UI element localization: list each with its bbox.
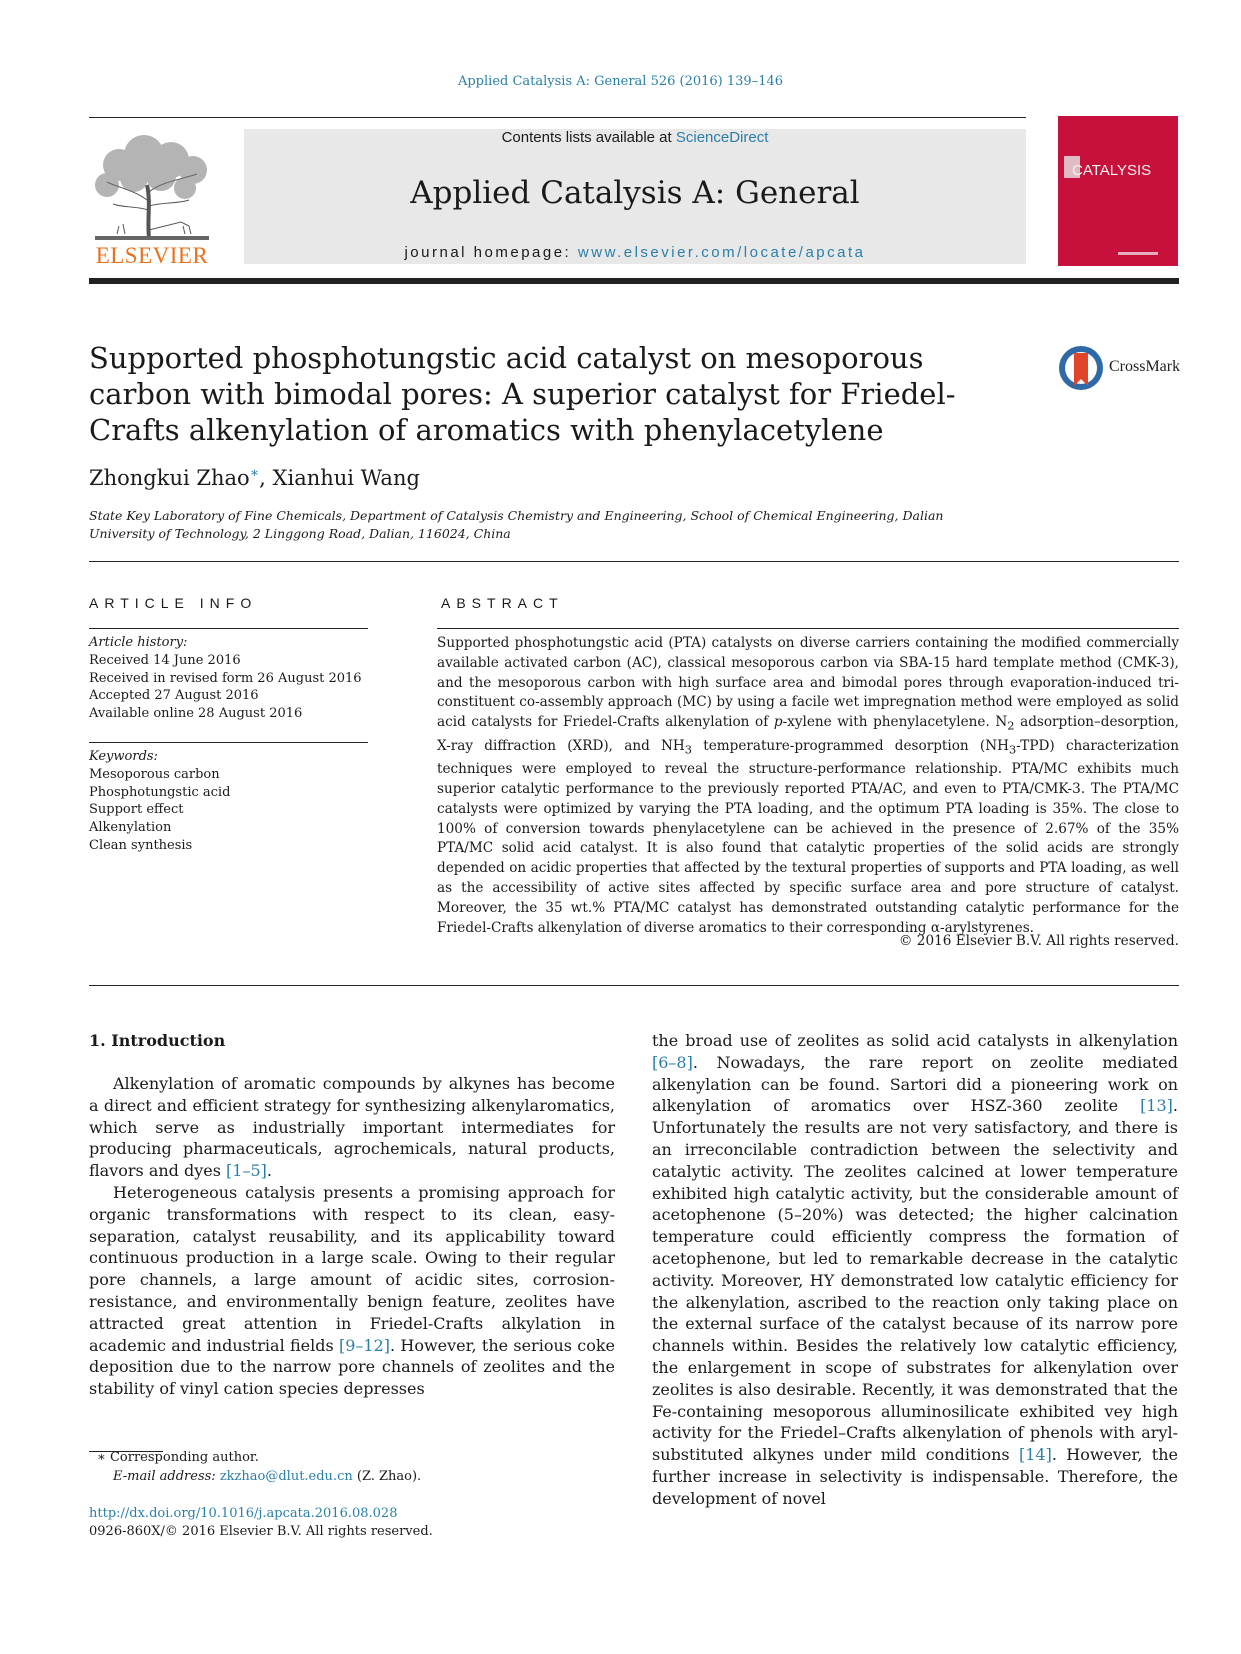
abstract-heading: ABSTRACT [441, 595, 564, 611]
history-item: Received in revised form 26 August 2016 [89, 670, 362, 686]
divider [89, 985, 1179, 986]
divider [89, 628, 368, 629]
abstract-text: -TPD) characterization techniques were employed to reveal the structure-performance relationship. PTA/MC exhibits much superior catalytic performance to the previously reported PTA/AC, and even to PTA/CMK-3. The PTA/MC catalysts were optimized by varying the PTA loading, and the optimum PTA loading is 35%. The close to 100% of conversion towards phenylacetylene can be achieved in the presence of 2.67% of the 35% PTA/MC solid acid catalyst. It is also found that catalytic properties of the solid acids are strongly depended on acidic properties that affected by the textural properties of supports and PTA loading, as well as the accessibility of active sites affected by specific surface area and pore structure of catalyst. Moreover, the 35 wt.% PTA/MC catalyst has demonstrated outstanding catalytic performance for the Friedel-Crafts alkenylation of diverse aromatics to their corresponding α-arylstyrenes. [437, 737, 1179, 936]
author-line [89, 465, 420, 490]
header-thick-rule [89, 278, 1179, 284]
author-affiliation: State Key Laboratory of Fine Chemicals, Department of Catalysis Chemistry and Engineering, School of Chemical Engineering, Dalian University of Technology, 2 Linggong Road, Dalian, 116024, China [89, 508, 944, 541]
citation-link[interactable]: [13] [1140, 1096, 1173, 1116]
journal-name: Applied Catalysis A: General [410, 175, 860, 211]
body-text: Alkenylation of aromatic compounds by alkynes has become a direct and efficient strategy for synthesizing alkenylaromatics, which serve as industrially important intermediates for producing pharmaceuticals, agrochemicals, natural products, flavors and dyes [89, 1074, 615, 1181]
divider [89, 742, 368, 743]
keywords-list [89, 748, 369, 855]
keywords-label: Keywords: [89, 749, 158, 764]
history-item: Received 14 June 2016 [89, 652, 241, 668]
abstract-subscript: 2 [1007, 718, 1015, 733]
body-paragraph [89, 1073, 615, 1182]
body-paragraph [89, 1182, 615, 1400]
author-name: Zhongkui Zhao [89, 466, 250, 490]
contents-prefix: Contents lists available at [501, 129, 676, 146]
email-footnote [113, 1469, 421, 1484]
article-title: Supported phosphotungstic acid catalyst on mesoporous carbon with bimodal pores: A superior catalyst for Friedel-Crafts alkenylation of aromatics with phenylacetylene [89, 341, 956, 447]
abstract-text: adsorption–desorption, X-ray diffraction (XRD), and NH [437, 714, 1179, 754]
body-text: Heterogeneous catalysis presents a promising approach for organic transformations with respect to its clean, easy-separation, catalyst reusability, and its applicability toward continuous production in a large scale. Owing to their regular pore channels, a large amount of acidic sites, corrosion-resistance, and environmentally benign feature, zeolites have attracted great attention in Friedel-Crafts alkylation in academic and industrial fields [89, 1182, 615, 1355]
abstract-text: -xylene with phenylacetylene. N [782, 714, 1008, 731]
contents-line [244, 129, 1026, 146]
article-info-heading: ARTICLE INFO [89, 595, 258, 611]
history-label: Article history: [89, 635, 188, 650]
abstract-subscript: 3 [684, 742, 692, 757]
abstract-body [437, 634, 1179, 938]
header-top-rule [89, 117, 1026, 118]
keyword-item: Phosphotungstic acid [89, 784, 231, 800]
email-label: E-mail address: [113, 1469, 220, 1484]
cover-title: CATALYSIS [1072, 162, 1152, 179]
footnote-mark: ∗ [97, 1450, 106, 1465]
body-text: . Nowadays, the rare report on zeolite mediated alkenylation can be found. Sartori did a pioneering work on alkenylation of aromatics over HSZ-360 zeolite [652, 1052, 1178, 1116]
journal-homepage-link[interactable]: www.elsevier.com/locate/apcata [577, 244, 866, 261]
crossmark-label: CrossMark [1109, 358, 1181, 375]
divider [437, 628, 1179, 629]
body-paragraph [652, 1030, 1178, 1510]
abstract-subscript: 3 [1008, 742, 1017, 757]
article-history [89, 634, 369, 723]
author-name: , Xianhui Wang [259, 466, 420, 490]
email-link[interactable]: zkzhao@dlut.edu.cn [219, 1469, 353, 1484]
body-text: . [266, 1161, 272, 1181]
crossmark-badge[interactable] [1057, 344, 1187, 396]
journal-cover-art-icon [1058, 116, 1178, 266]
history-item: Available online 28 August 2016 [89, 706, 303, 722]
body-text: . Unfortunately the results are not very satisfactory, and there is an irreconcilable contradiction between the selectivity and catalytic activity. The zeolites calcined at lower temperature exhibited high catalytic activity, but the considerable amount of acetophenone (5–20%) was detected; the higher calcination temperature could efficiently compress the formation of acetophenone, but led to remarkable decrease in the catalytic activity. Moreover, HY demonstrated low catalytic efficiency for the alkenylation, ascribed to the reaction only taking place on the external surface of the catalyst because of its narrow pore channels within. Besides the relatively low catalytic efficiency, the enlargement in scope of substrates for alkenylation over zeolites is also desirable. Recently, it was demonstrated that the Fe-containing mesoporous alluminosilicate exhibited vey high activity for the Friedel–Crafts alkenylation of phenols with aryl-substituted alkynes under mild conditions [652, 1096, 1178, 1465]
footnote-text: Corresponding author. [105, 1450, 259, 1465]
citation-link[interactable]: [14] [1018, 1445, 1052, 1465]
body-text: the broad use of zeolites as solid acid catalysts in alkenylation [652, 1031, 1178, 1050]
abstract-copyright: © 2016 Elsevier B.V. All rights reserved. [898, 933, 1179, 949]
keyword-item: Support effect [89, 802, 184, 818]
abstract-text: p [773, 714, 783, 731]
abstract-text: Supported phosphotungstic acid (PTA) catalysts on diverse carriers containing the modified commercially available activated carbon (AC), classical mesoporous carbon via SBA-15 hard template method (CMK-3), and the mesoporous carbon with high surface area and bimodal pores through evaporation-induced tri-constituent co-assembly approach (MC) by using a facile wet impregnation method were employed as solid acid catalysts for Friedel-Crafts alkenylation of [437, 635, 1179, 731]
divider [89, 561, 1179, 562]
abstract-text: temperature-programmed desorption (NH [691, 737, 1009, 754]
journal-cover-image [1058, 116, 1178, 266]
issn-copyright: 0926-860X/© 2016 Elsevier B.V. All rights reserved. [89, 1524, 433, 1539]
body-column-right [652, 1030, 1178, 1510]
keyword-item: Mesoporous carbon [89, 766, 220, 782]
citation-link[interactable]: [1–5] [226, 1161, 267, 1181]
body-text: . However, the further increase in selectivity is indispensable. Therefore, the development of novel [652, 1445, 1179, 1508]
corresponding-author-mark[interactable]: ∗ [249, 465, 260, 481]
homepage-prefix: journal homepage: [404, 244, 578, 261]
doi-link[interactable]: http://dx.doi.org/10.1016/j.apcata.2016.08.028 [89, 1506, 398, 1521]
journal-citation[interactable]: Applied Catalysis A: General 526 (2016) 139–146 [457, 74, 784, 89]
history-item: Accepted 27 August 2016 [89, 688, 259, 704]
corresponding-author-footnote [97, 1450, 259, 1465]
publisher-wordmark: ELSEVIER [95, 243, 209, 268]
keyword-item: Clean synthesis [89, 837, 193, 853]
citation-link[interactable]: [9–12] [338, 1335, 390, 1355]
body-text: . However, the serious coke deposition due to the narrow pore channels of zeolites and the stability of vinyl cation species depresses [89, 1335, 616, 1399]
crossmark-icon [1057, 344, 1105, 392]
email-suffix: (Z. Zhao). [352, 1469, 422, 1484]
journal-homepage-line [244, 244, 1026, 261]
keyword-item: Alkenylation [89, 820, 172, 836]
sciencedirect-link[interactable]: ScienceDirect [675, 129, 769, 146]
body-column-left [89, 1073, 615, 1400]
citation-link[interactable]: [6–8] [652, 1052, 693, 1072]
section-heading: 1. Introduction [89, 1031, 226, 1050]
